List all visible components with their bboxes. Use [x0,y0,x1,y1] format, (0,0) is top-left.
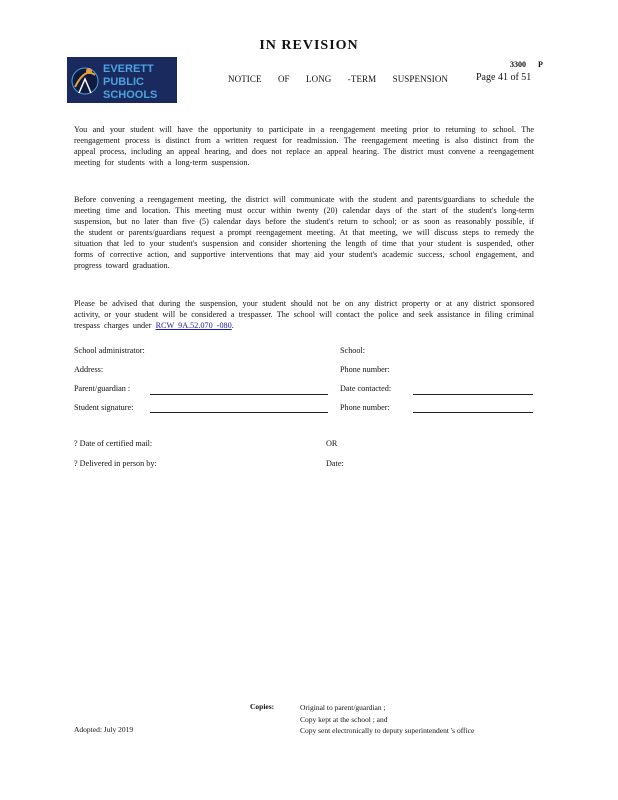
copies-item: Copy kept at the school ; and [300,714,388,724]
logo-text-line1: EVERETT [103,63,154,75]
district-logo-graphic [67,57,177,103]
copies-item: Original to parent/guardian ; [300,703,386,712]
address-label: Address: [74,365,104,374]
document-subtitle: NOTICE OF LONG -TERM SUSPENSION [228,74,449,84]
school-label: School: [340,346,366,355]
phone-label-1: Phone number: [340,365,390,374]
copies-label: Copies: [250,702,275,711]
page-number: Page 41 of 51 [476,72,532,83]
date-label: Date: [326,459,344,468]
copies-list [300,702,474,737]
paragraph-meeting: Before convening a reengagement meeting, the district will communicate with the student and parents/guardians to schedule the meeting time and location. This meeting must occur within twenty (20) calendar days of the start of the student's long-term suspension, but no later than five (5) calendar days before the student's return to school; or as soon as reasonably possible, if the student or parents/guardians request a prompt reengagement meeting. At that meeting, we will discuss steps to remedy the situation that led to your student's suspension and consider shortening the length of time that your student is suspended, other forms of corrective action, and supportive interventions that may aid your student's academic success, school engagement, and progress toward graduation. [74,195,534,270]
rcw-link[interactable]: RCW 9A.52.070 -080 [155,321,232,330]
district-logo [67,57,177,103]
paragraph-reengagement: You and your student will have the opportunity to participate in a reengagement meeting prior to returning to school. The reengagement process is distinct from a written request for readmission. The reengagement meeting is also distinct from the appeal process, including an appeal hearing, and does not replace an appeal hearing. The district must convene a reengagement meeting for students with a long-term suspension. [74,125,534,167]
parent-guardian-line[interactable] [150,394,328,395]
date-contacted-label: Date contacted: [340,384,392,393]
student-signature-label: Student signature: [74,403,134,412]
student-signature-line[interactable] [150,412,328,413]
date-contacted-line[interactable] [413,394,533,395]
phone-line[interactable] [413,412,533,413]
page-title: IN REVISION [259,38,359,53]
school-admin-label: School administrator: [74,346,145,355]
paragraph-trespass-end: . [231,321,234,330]
parent-guardian-label: Parent/guardian : [74,384,131,393]
copies-item: Copy sent electronically to deputy superintendent 's office [300,726,475,735]
or-label: OR [326,439,338,448]
paragraph-trespass-text: Please be advised that during the suspension, your student should not be on any district property or at any district sponsored activity, or your student will be considered a trespasser. The school will contact the police and seek assistance in filing criminal trespass charges under [74,299,534,330]
logo-text-line2: PUBLIC [103,76,144,88]
adopted-date: Adopted: July 2019 [74,725,134,734]
certified-mail-label: ? Date of certified mail: [74,439,153,448]
paragraph-trespass [74,298,534,331]
phone-label-2: Phone number: [340,403,390,412]
delivered-in-person-label: ? Delivered in person by: [74,459,157,468]
policy-number: 3300 P [510,60,543,69]
logo-text-line3: SCHOOLS [103,89,158,101]
